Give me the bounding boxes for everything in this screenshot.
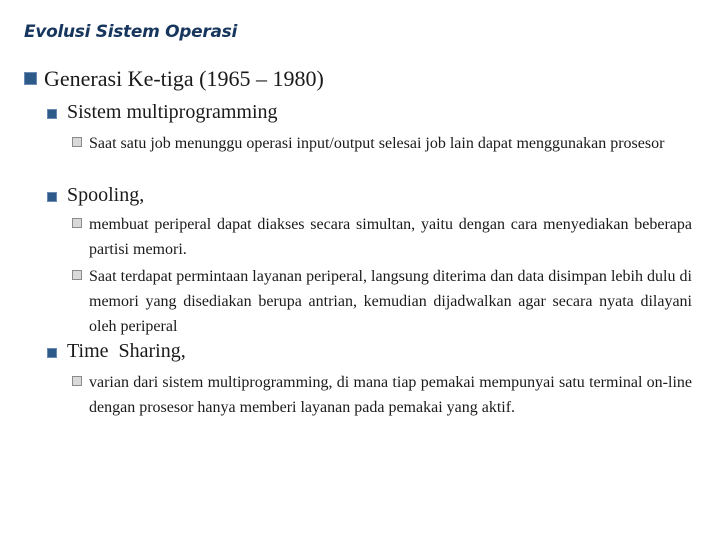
- section-label: Spooling,: [67, 184, 145, 206]
- square-bullet-icon: [72, 270, 82, 280]
- square-bullet-icon: [24, 72, 37, 85]
- square-bullet-icon: [47, 109, 57, 119]
- square-bullet-icon: [47, 192, 57, 202]
- square-bullet-icon: [47, 348, 57, 358]
- section-point: varian dari sistem multiprogramming, di mana tiap pemakai mempunyai satu terminal on-line dengan prosesor hanya memberi layanan pada pemakai yang aktif.: [89, 374, 692, 416]
- section-point: Saat satu job menunggu operasi input/output selesai job lain dapat menggunakan prosesor: [89, 135, 665, 152]
- section-label: Time Sharing,: [67, 340, 186, 362]
- main-heading: Generasi Ke-tiga (1965 – 1980): [44, 66, 324, 91]
- section-point: membuat periperal dapat diakses secara simultan, yaitu dengan cara menyediakan beberapa partisi memori.: [89, 216, 692, 258]
- square-bullet-icon: [72, 137, 82, 147]
- square-bullet-icon: [72, 218, 82, 228]
- slide-title: Evolusi Sistem Operasi: [24, 22, 237, 42]
- section-label: Sistem multiprogramming: [67, 101, 278, 123]
- square-bullet-icon: [72, 376, 82, 386]
- section-point: Saat terdapat permintaan layanan periperal, langsung diterima dan data disimpan lebih dulu di memori yang disediakan berupa antrian, kemudian dijadwalkan agar secara nyata dilayani oleh periperal: [89, 268, 692, 335]
